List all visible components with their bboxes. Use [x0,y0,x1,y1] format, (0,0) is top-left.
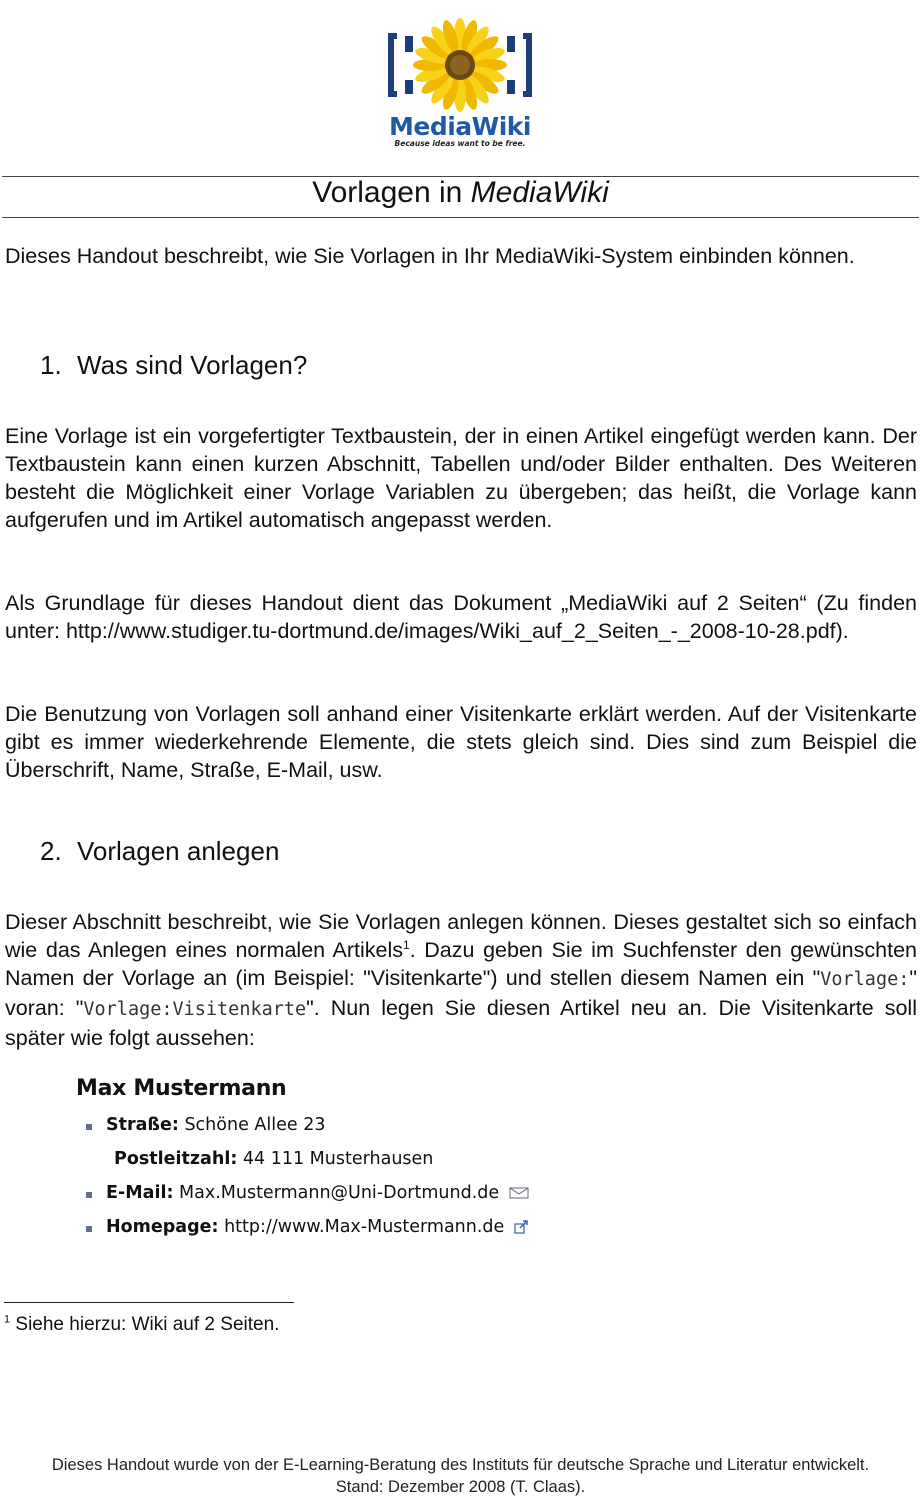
paragraph-create-templates: Dieser Abschnitt beschreibt, wie Sie Vorlagen anlegen können. Dieses gestaltet sich so einfach wie das Anlegen eines normalen Artikels$^1$. Dazu geben Sie im Suchfenster den gewünschten Namen der Vorlage an (im Beispiel: "Visitenkarte") und stellen diesem Namen ein "Vorlage:" voran: "Vorlage:Visitenkarte". Nun legen Sie diesen Artikel neu an. Die Visitenkarte soll später wie folgt aussehen: [5,910,917,1050]
section-heading-2: 2. Vorlagen anlegen [40,836,280,866]
email-link[interactable]: Max.Mustermann@Uni-Dortmund.de [179,1183,500,1203]
code-vorlage-prefix: Vorlage: [820,969,910,990]
sunflower-icon [385,8,535,118]
footer-line-2: Stand: Dezember 2008 (T. Claas). [335,1478,586,1496]
homepage-link[interactable]: http://www.Max-Mustermann.de [224,1217,505,1237]
intro-paragraph: Dieses Handout beschreibt, wie Sie Vorlagen in Ihr MediaWiki-System einbinden können. [5,244,855,268]
section-heading-1: 1. Was sind Vorlagen? [40,350,308,380]
paragraph-what-are-templates: Eine Vorlage ist ein vorgefertigter Textbaustein, der in einen Artikel eingefügt werden kann. Der Textbaustein kann einen kurzen Abschnitt, Tabellen und/oder Bilder enthalten. Des Weiteren besteht die Möglichkeit einer Vorlage Variablen zu übergeben; das heißt, die Vorlage kann aufgerufen und im Artikel automatisch angepasst werden. [5,424,917,532]
business-card-example [76,1076,596,1251]
mediawiki-logo [385,8,535,148]
logo-wordmark: MediaWiki [388,112,531,141]
external-link-icon [514,1220,528,1234]
footnote-reference: 1 [403,937,410,952]
footnote: $^1$ Siehe hierzu: Wiki auf 2 Seiten. [4,1313,280,1335]
card-homepage-row: Homepage: http://www.Max-Mustermann.de [76,1217,596,1251]
footer-line-1: Dieses Handout wurde von der E-Learning-Beratung des Instituts für deutsche Sprache und Literatur entwickelt. [51,1456,870,1474]
page-footer [0,1454,921,1498]
card-email-row: E-Mail: Max.Mustermann@Uni-Dortmund.de [76,1183,596,1217]
card-street-row: Straße: Schöne Allee 23 [76,1115,596,1149]
code-vorlage-visitenkarte: Vorlage:Visitenkarte [83,999,307,1020]
footnote-separator [4,1302,294,1303]
paragraph-business-card: Die Benutzung von Vorlagen soll anhand einer Visitenkarte erklärt werden. Auf der Visitenkarte gibt es immer wiederkehrende Elemente, die stets gleich sind. Dies sind zum Beispiel die Überschrift, Name, Straße, E-Mail, usw. [5,702,917,782]
page-title: Vorlagen in MediaWiki [312,176,609,209]
card-zip-row: Postleitzahl: 44 111 Musterhausen [114,1149,434,1169]
bullet-icon [86,1226,92,1232]
card-name: Max Mustermann [76,1076,287,1101]
title-rule-bottom [2,217,919,218]
bullet-icon [86,1124,92,1130]
bullet-icon [86,1192,92,1198]
paragraph-basis-document: Als Grundlage für dieses Handout dient das Dokument „MediaWiki auf 2 Seiten“ (Zu finden unter: http://www.studiger.tu-dortmund.de/images/Wiki_auf_2_Seiten_-_2008-10-28.pdf). [5,591,917,643]
logo-tagline: Because ideas want to be free. [394,139,526,148]
mail-icon [509,1187,529,1199]
